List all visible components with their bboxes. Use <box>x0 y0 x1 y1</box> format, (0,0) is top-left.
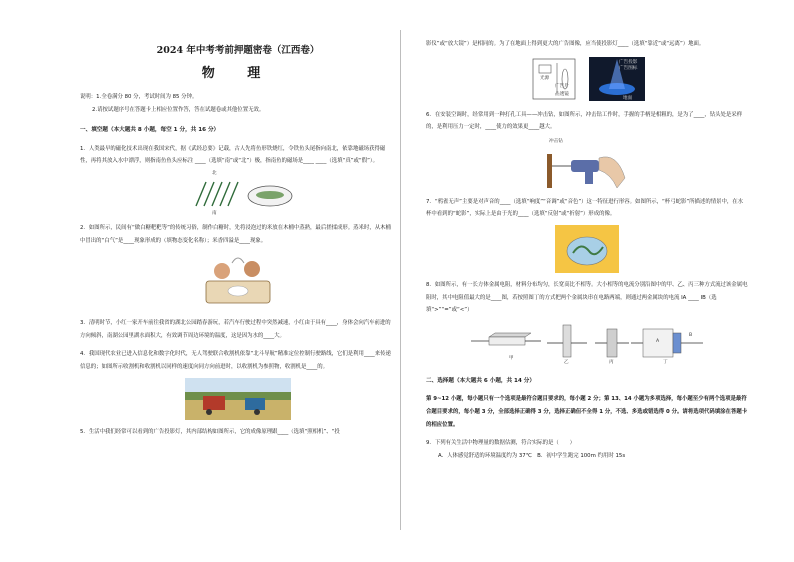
harvester-photo <box>185 378 291 420</box>
exam-title: 2024 年中考考前押题密卷（江西卷） <box>156 45 320 56</box>
cup-shadow-illustration <box>555 225 619 273</box>
metal-block-diagrams <box>467 321 707 367</box>
label-ad2: 广告图标 <box>619 65 638 71</box>
label-ground: 地面 <box>623 95 633 101</box>
drill-label: 冲击钻 <box>549 138 563 144</box>
label-lens: 凸透镜 <box>555 91 569 97</box>
question-1: 1．人类最早的磁化技术出现在我国宋代，据《武经总要》记载，古人先将鱼形铁烧红，令铁鱼头尾指向南北，依靠地磁场获得磁性，再将其放入水中漂浮，则指南鱼鱼头应标注 ____（选填“南”或“北”）极，指南鱼的磁场是____ ____（选填“真”或“假”）。 <box>80 145 386 165</box>
question-7: 7．“鸦雀无声”主要是对声音的____（选填“响度”“音调”或“音色”）这一特征进行形容。如图所示，“杯弓蛇影”所描述的情景中，在水杯中看到的“蛇影”，实际上是由于光的____（选填“反射”或“折射”）形成的像。 <box>426 198 744 218</box>
label-bing: 丙 <box>609 359 614 365</box>
question-4: 4．我国现代农业已进入信息化和数字化时代，无人驾驶联合收割机依靠“北斗导航”精准定位控制行驶路线，它们是利用____来传递信息的；如图所示收割机和收割机以同样的速度向同方向前进时，以收割机为参照物，收割机是____的。 <box>80 351 391 370</box>
figure-q8 <box>467 321 707 367</box>
question-3: 3．清明时节，小红一家开车前往我省的湖北公园踏春游玩，若汽车行驶过程中突然减速，小红由于具有____，身体会向汽车前进的方向倾斜，南湖公园里湖水面积大，有效调节周边环境的温度，这是因为水的____大。 <box>80 320 391 339</box>
right-column <box>426 38 748 462</box>
left-column <box>80 34 396 438</box>
figure-q5 <box>527 55 647 103</box>
figure-q6 <box>545 138 629 190</box>
section-2-heading: 二、选择题（本大题共 6 小题，共 14 分） <box>426 377 535 384</box>
label-ding: 丁 <box>663 359 668 365</box>
rice-cake-illustration <box>202 251 274 311</box>
figure-q4 <box>185 378 291 420</box>
south-label: 南 <box>212 210 217 216</box>
compass-fish-illustration <box>178 172 298 216</box>
instruction-1: 说明：1.全卷满分 80 分，考试时间为 85 分钟。 <box>80 94 198 100</box>
question-2: 2．如图所示，民间有“做白糖粑粑等”的传统习俗，制作白糖时，先将浸泡过的米放在木桶中蒸熟，最后搓揉成形。蒸米时，从木桶中冒出的“白气”是____现象形成的（填物态变化名称）；米香四溢是____现象。 <box>80 224 391 244</box>
question-8: 8．如图所示，有一长方体金属电阻，材料分布均匀，长宽高比不相等。大小相等的电流分别沿图中的甲、乙、丙三种方式流过该金属电阻时，其中电阻值最大的是____图，若按照图丁的方式把两个金属块串在电路两端，则通过两金属块的电流 IA ____ IB（选填“>”“=”或“<”） <box>426 281 748 314</box>
instruction-2: 2.请按试题序号在答题卡上相应位置作答，答在试题卷或其他位置无效。 <box>92 106 265 113</box>
subject-title: 物 理 <box>201 66 275 81</box>
label-ad: 广告投影 <box>619 59 638 65</box>
question-5: 5．生活中我们经常可以看到的广告投影灯，其内部结构如图所示，它的成像原理跟____（选填“照相机”、“投 <box>80 428 340 435</box>
drill-illustration <box>545 138 629 190</box>
label-jia: 甲 <box>509 355 514 361</box>
question-6: 6．在安装空调时，经常用到一种打孔工具——冲击钻，如图所示，冲击钻工作时，手握的手柄是相粗的，是为了____，钻头处是采样的，是利用压力一定时，____使力的效果更____越大。 <box>426 111 743 131</box>
figure-q2 <box>202 251 274 311</box>
question-9: 9．下列有关生活中物理量的数据估测，符合实际的是（ ） <box>426 440 575 447</box>
question-5-continued: 影仪”或“放大镜”）是相同的。为了在地面上得到更大的广告图像，应当使投影灯____（选填“靠近”或“远离”）地面。 <box>426 41 705 47</box>
label-A: A <box>656 338 660 344</box>
label-B: B <box>689 332 693 338</box>
section-2-note: 第 9~12 小题，每小题只有一个选项是最符合题目要求的，每小题 2 分；第 13、14 小题为多项选择，每小题至少有两个选项是最符合题目要求的，每小题 3 分，全部选择正确得 3 分，选择正确但不全得 1 分，不选、多选或错选得 0 分。请将选项代码填涂在答题卡的相应位置。 <box>426 396 748 428</box>
label-yi: 乙 <box>564 359 569 365</box>
north-label: 北 <box>212 170 217 176</box>
label-film: 广告片 <box>555 83 569 89</box>
figure-q7 <box>555 225 619 273</box>
question-9-options: A．人体感觉舒适的环境温度约为 37℃ B．初中学生跑完 100m 约用时 15s <box>438 452 626 459</box>
figure-q1 <box>178 172 298 216</box>
label-source: 光源 <box>540 75 550 81</box>
section-1-heading: 一、填空题（本大题共 8 小题，每空 1 分，共 16 分） <box>80 127 220 134</box>
column-divider <box>400 30 401 530</box>
